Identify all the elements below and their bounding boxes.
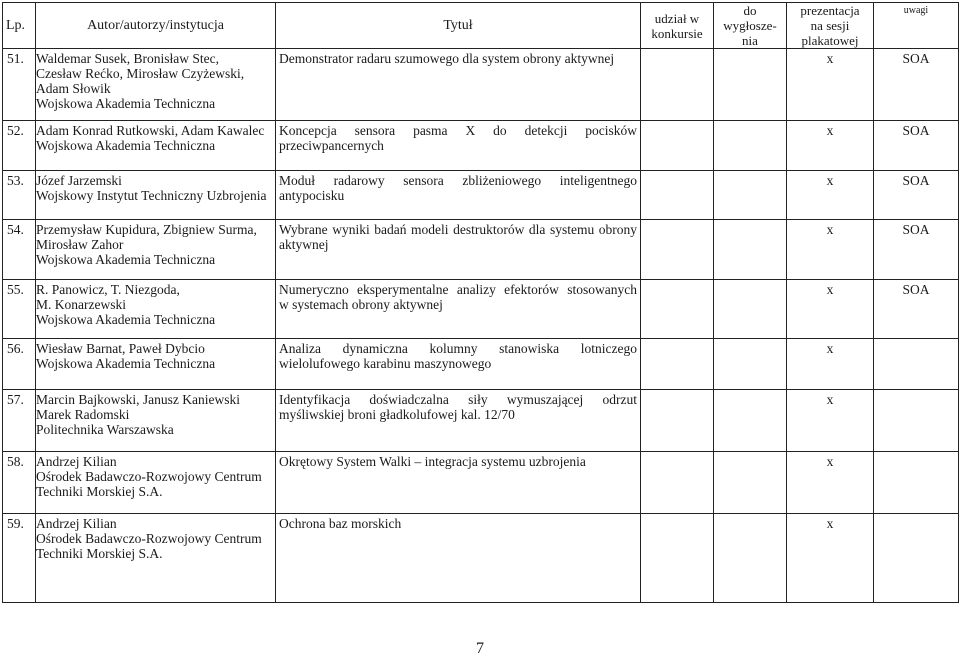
row-poster: x [787,452,874,514]
row-number: 52. [3,121,36,171]
row-contest [641,171,714,220]
title-line: Okrętowy System Walki – integracja systemu uzbrojenia [279,454,586,469]
row-poster: x [787,339,874,390]
author-line: Waldemar Susek, Bronisław Stec, [36,51,220,66]
row-contest [641,390,714,452]
row-presentation [714,339,787,390]
row-authors [36,171,276,220]
table-row [3,121,959,171]
row-number: 51. [3,49,36,121]
author-line: Adam Słowik [36,81,111,96]
row-contest [641,220,714,280]
title-line: Identyfikacja doświadczalna siły wymuszającej odrzut [279,392,637,407]
author-line: Ośrodek Badawczo-Rozwojowy Centrum [36,469,262,484]
row-number: 58. [3,452,36,514]
row-title [276,171,641,220]
row-contest [641,49,714,121]
title-line: aktywnej [279,237,329,252]
author-line: Techniki Morskiej S.A. [36,484,163,499]
title-line: Moduł radarowy sensora zbliżeniowego inteligentnego [279,173,637,188]
row-authors [36,220,276,280]
author-line: Adam Konrad Rutkowski, Adam Kawalec [36,123,265,138]
row-contest [641,339,714,390]
row-contest [641,121,714,171]
row-title [276,220,641,280]
table-row [3,452,959,514]
row-presentation [714,49,787,121]
row-remarks [874,339,959,390]
table-row [3,390,959,452]
row-presentation [714,220,787,280]
row-presentation [714,171,787,220]
row-remarks: SOA [874,220,959,280]
row-authors [36,280,276,339]
row-title [276,514,641,603]
row-remarks [874,390,959,452]
author-line: Mirosław Zahor [36,237,124,252]
title-line: Demonstrator radaru szumowego dla system obrony aktywnej [279,51,615,66]
header-row [3,3,959,49]
author-line: Marek Radomski [36,407,130,422]
author-line: Techniki Morskiej S.A. [36,546,163,561]
row-authors [36,514,276,603]
row-poster: x [787,171,874,220]
author-line: Wiesław Barnat, Paweł Dybcio [36,341,205,356]
row-poster: x [787,121,874,171]
author-line: Wojskowa Akademia Techniczna [36,252,216,267]
row-title [276,280,641,339]
title-line: Wybrane wyniki badań modeli destruktorów dla systemu obrony [279,222,637,237]
row-remarks: SOA [874,171,959,220]
author-line: Czesław Rećko, Mirosław Czyżewski, [36,66,245,81]
page-number: 7 [476,640,484,657]
row-presentation [714,452,787,514]
title-line: wielolufowego karabinu maszynowego [279,356,492,371]
row-poster: x [787,49,874,121]
row-title [276,452,641,514]
row-title [276,339,641,390]
row-number: 53. [3,171,36,220]
row-number: 59. [3,514,36,603]
author-line: Andrzej Kilian [36,516,117,531]
row-presentation [714,280,787,339]
row-authors [36,339,276,390]
author-line: Ośrodek Badawczo-Rozwojowy Centrum [36,531,262,546]
title-line: Analiza dynamiczna kolumny stanowiska lotniczego [279,341,637,356]
author-line: M. Konarzewski [36,297,126,312]
row-remarks [874,452,959,514]
header-contest: udział w konkursie [641,3,714,49]
author-line: R. Panowicz, T. Niezgoda, [36,282,180,297]
row-authors [36,452,276,514]
title-line: Numeryczno eksperymentalne analizy efektorów stosowanych [279,282,637,297]
papers-table [2,2,959,603]
row-title [276,390,641,452]
table-row [3,339,959,390]
row-title [276,49,641,121]
row-authors [36,121,276,171]
row-contest [641,280,714,339]
row-poster: x [787,280,874,339]
table-row [3,220,959,280]
header-presentation: do wygłosze- nia [714,3,787,49]
row-poster: x [787,390,874,452]
title-line: antypocisku [279,188,345,203]
table-row [3,514,959,603]
author-line: Przemysław Kupidura, Zbigniew Surma, [36,222,257,237]
row-poster: x [787,220,874,280]
table-row [3,49,959,121]
row-number: 54. [3,220,36,280]
author-line: Wojskowa Akademia Techniczna [36,356,216,371]
author-line: Józef Jarzemski [36,173,122,188]
title-line: Ochrona baz morskich [279,516,402,531]
title-line: w systemach obrony aktywnej [279,297,443,312]
row-authors [36,49,276,121]
row-title [276,121,641,171]
table-row [3,280,959,339]
header-poster: prezentacja na sesji plakatowej [787,3,874,49]
row-remarks [874,514,959,603]
row-number: 57. [3,390,36,452]
row-poster: x [787,514,874,603]
author-line: Wojskowy Instytut Techniczny Uzbrojenia [36,188,267,203]
author-line: Andrzej Kilian [36,454,117,469]
author-line: Wojskowa Akademia Techniczna [36,312,216,327]
title-line: Koncepcja sensora pasma X do detekcji pocisków [279,123,637,138]
row-number: 56. [3,339,36,390]
row-remarks: SOA [874,121,959,171]
row-remarks: SOA [874,280,959,339]
row-number: 55. [3,280,36,339]
row-remarks: SOA [874,49,959,121]
author-line: Wojskowa Akademia Techniczna [36,96,216,111]
row-authors [36,390,276,452]
row-presentation [714,514,787,603]
title-line: myśliwskiej broni gładkolufowej kal. 12/70 [279,407,515,422]
author-line: Marcin Bajkowski, Janusz Kaniewski [36,392,240,407]
author-line: Politechnika Warszawska [36,422,174,437]
row-contest [641,452,714,514]
row-presentation [714,121,787,171]
table-row [3,171,959,220]
row-presentation [714,390,787,452]
row-contest [641,514,714,603]
header-title: Tytuł [276,3,641,49]
header-lp: Lp. [3,3,36,49]
title-line: przeciwpancernych [279,138,384,153]
author-line: Wojskowa Akademia Techniczna [36,138,216,153]
header-authors: Autor/autorzy/instytucja [36,3,276,49]
header-remarks: uwagi [874,3,959,49]
